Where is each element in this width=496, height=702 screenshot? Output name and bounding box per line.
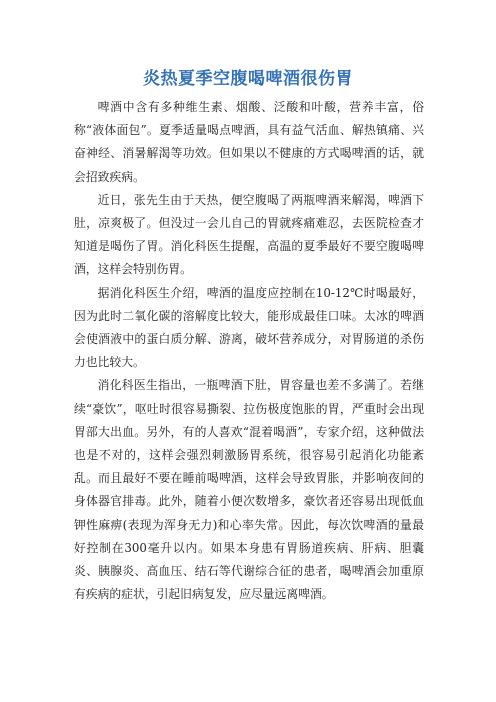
document-body — [74, 96, 424, 606]
document-title: 炎热夏季空腹喝啤酒很伤胃 — [143, 69, 353, 89]
paragraph-3: 据消化科医生介绍，啤酒的温度应控制在10-12℃时喝最好，因为此时二氧化碳的溶解度比较大，能形成最佳口味。太冰的啤酒会使酒液中的蛋白质分解、游离，破坏营养成分，对胃肠道的杀伤力也比较大。 — [74, 285, 424, 370]
paragraph-1: 啤酒中含有多种维生素、烟酸、泛酸和叶酸，营养丰富，俗称“液体面包”。夏季适量喝点啤酒，具有益气活血、解热镇痛、兴奋神经、消暑解渴等功效。但如果以不健康的方式喝啤酒的话，就会招致疾病。 — [74, 100, 424, 184]
paragraph-2: 近日，张先生由于天热，便空腹喝了两瓶啤酒来解渴，啤酒下肚，凉爽极了。但没过一会儿自己的胃就疼痛难忍，去医院检查才知道是喝伤了胃。消化科医生提醒，高温的夏季最好不要空腹喝啤酒，这样会特别伤胃。 — [74, 192, 424, 277]
paragraph-4: 消化科医生指出，一瓶啤酒下肚，胃容量也差不多满了。若继续“豪饮”，呕吐时很容易撕裂、拉伤极度饱胀的胃，严重时会出现胃部大出血。另外，有的人喜欢“混着喝酒”，专家介绍，这种做法也是不对的，这样会强烈刺激肠胃系统，很容易引起消化功能紊乱。而且最好不要在睡前喝啤酒，这样会导致胃胀，并影响夜间的身体器官排毒。此外，随着小便次数增多，豪饮者还容易出现低血钾性麻痹(表现为浑身无力)和心率失常。因此，每次饮啤酒的量最好控制在300毫升以内。如果本身患有胃肠道疾病、肝病、胆囊炎、胰腺炎、高血压、结石等代谢综合征的患者，喝啤酒会加重原有疾病的症状，引起旧病复发，应尽量远离啤酒。 — [74, 378, 424, 602]
